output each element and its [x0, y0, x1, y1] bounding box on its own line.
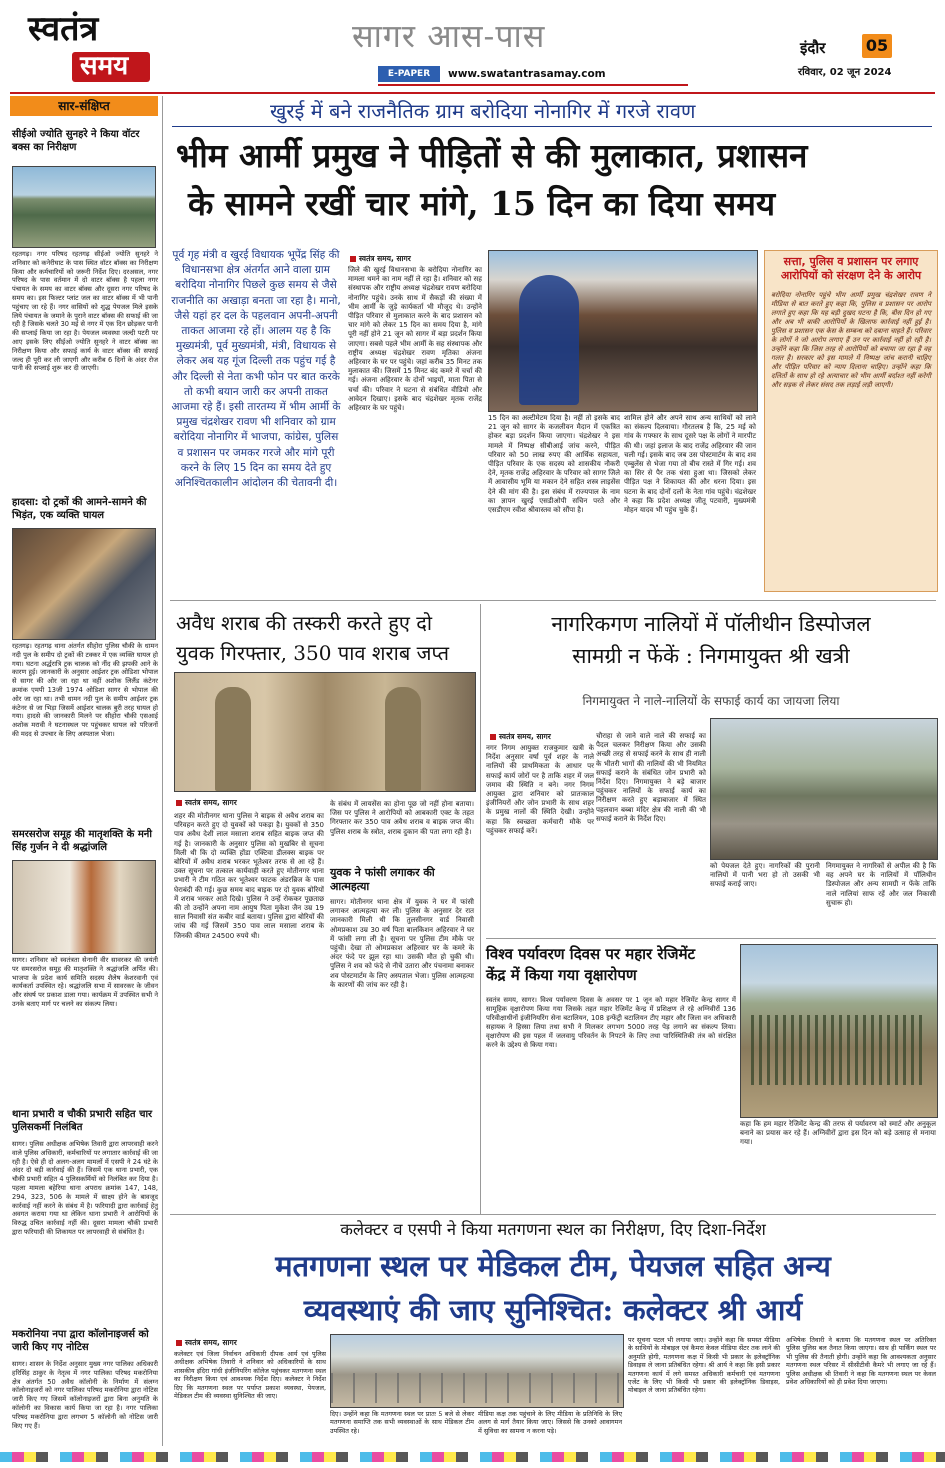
tribute-photo: [12, 860, 156, 954]
collector-body-col4: पर सूचना पटल भी लगाया जाए। उन्होंने कहा कि समस्त मीडिया के साथियों के मोबाइल एवं कैमरा केवल मीडिया सेंटर तक लाने की अनुमति होगी, मतगणना कक्ष में किसी भी प्रकार के इलेक्ट्रॉनिक डिवाइस ले जाना प्रतिबंधित रहेगा। श्री आर्य ने कहा कि इसी प्रकार मतगणना कार्य में लगे समस्त अधिकारी कर्मचारी एवं मतगणना एजेंट के लिए भी किसी भी प्रकार की इलेक्ट्रॉनिक डिवाइस, मोबाइल ले जाना प्रतिबंधित रहेगा।: [628, 1336, 783, 1395]
section-divider-2: [486, 938, 936, 939]
lead-intro: पूर्व गृह मंत्री व खुरई विधायक भूपेंद्र सिंह की विधानसभा क्षेत्र अंतर्गत आने वाला ग्राम बरोदिया नोनागिर पिछले कुछ समय से जैसे राजनीति का अखाड़ा बनता जा रहा है। मानो, जैसे यहां हर दल के पहलवान अपनी-अपनी ताकत आजमा रहे हों। आलम यह है कि मुख्यमंत्री, पूर्व मुख्यमंत्री, मंत्री, विधायक से लेकर अब यह गूंज दिल्ली तक पहुंच गई है और दिल्ली से नेता कभी फोन पर बात करके तो कभी बयान जारी कर अपनी ताकत आजमा रहे हैं। इसी तारतम्य में भीम आर्मी के प्रमुख चंद्रशेखर रावण भी शनिवार को ग्राम बरोदिया नोनागिर में भाजपा, कांग्रेस, पुलिस व प्रशासन पर जमकर गरजे और मांगे पूरी करने के लिए 15 दिन का समय देते हुए अनिश्चितकालीन आंदोलन की चेतावनी दी।: [171, 249, 341, 490]
parade-photo: [740, 944, 938, 1118]
lead-body-col3: शामिल होने और अपने साथ अन्य साथियों को लाने का संकल्प दिलवाया। गौरतलब है कि, 25 मई को गांव के गफ्फार के साथ दूसरे पक्ष के लोगों ने मारपीट की थी। जहां इलाज के बाद राजेंद्र अहिरवार की जान चली गई। इसके बाद जब उस पोस्टमार्टम के बाद शव एम्बुलेंस से भेजा गया तो बीच रास्ते में गिर गई। शव का सिर से पैर तक धंसा हुआ था। जिसको लेकर पीड़ित पक्ष ने शिकायत की और धरना दिया। इस घटना के बाद दोनों दलों के नेता गांव पहुंचे। चंद्रशेखर ने कहा कि प्रदेश अध्यक्ष जीतू पटवारी, मुख्यमंत्री मोहन यादव भी पहुंच चुके हैं।: [624, 414, 759, 515]
arrest-photo: [174, 672, 476, 792]
lead-kicker-underline: [172, 126, 932, 127]
section-divider-1: [170, 600, 936, 601]
sidebar-item-title: थाना प्रभारी व चौकी प्रभारी सहित चार पुलिसकर्मी निलंबित: [12, 1109, 153, 1133]
sidebar-item-title: समरसरोज समूह की मातृशक्ति के मनी सिंह गुर्जन ने दी श्रद्धांजलि: [12, 829, 152, 853]
sidebar-item-body: सागर। शनिवार को स्वतंत्रता सेनानी वीर सावरकर की जयंती पर समरसरोज समूह की मातृशक्ति ने श्रद्धांजलि अर्पित की। भाजपा के प्रदेश कार्य समिति सदस्य शैलेष केशरवानी एवं कार्यकर्ता उपस्थित रहे। श्रद्धांजलि सभा में सावरकर के जीवन और संघर्ष पर प्रकाश डाला गया। कार्यक्रम में उपस्थित सभी ने उनके बताए मार्ग पर चलने का संकल्प लिया।: [12, 956, 161, 1008]
column-divider: [480, 604, 481, 1214]
allegation-box-body: बरोदिया नोनागिर पहुंचे भीम आर्मी प्रमुख चंद्रशेखर रावण ने मीडिया से बात करते हुए कहा कि, पुलिस व प्रशासन पर आरोप लगाते हुए कहा कि यह बड़ी दुखद घटना है कि, बीस दिन हो गए और अब भी बाकी आरोपियों के खिलाफ कार्रवाई नहीं हुई है। पुलिस व प्रशासन एक केस के सम्बन्ध को दबाना चाहते हैं। परिवार के लोगों ने जो आरोप लगाए हैं उन पर कार्रवाई नहीं हो रही है। उन्होंने कहा कि जिस तरह से आरोपियों को बचाया जा रहा है वह गलत है। सरकार को इस मामले में निष्पक्ष जांच करानी चाहिए और पीड़ित परिवार को न्याय दिलाना चाहिए। उन्होंने कहा कि दलितों के साथ हो रहे अत्याचार को भीम आर्मी बर्दाश्त नहीं करेगी और सड़क से लेकर संसद तक लड़ाई लड़ी जाएगी।: [771, 291, 931, 389]
lead-kicker: खुरई में बने राजनैतिक ग्राम बरोदिया नोनागिर में गरजे रावण: [270, 99, 696, 123]
drain-subhead: निगमायुक्त ने नाले-नालियों के सफाई कार्य का जायजा लिया: [582, 694, 840, 708]
url-underline: [378, 84, 688, 86]
color-registration-bar: [0, 1452, 945, 1462]
parade-rows: [751, 1015, 927, 1085]
masthead: [0, 0, 945, 92]
liquor-headline-line2: युवक गिरफ्तार, 350 पाव शराब जप्त: [176, 641, 449, 665]
lead-headline-line1: भीम आर्मी प्रमुख ने पीड़ितों से की मुलाकात, प्रशासन: [176, 136, 808, 175]
drain-body-col4: निगमायुक्त ने नागरिकों से अपील की है कि वह अपने घर के नालियों में पॉलिथीन डिस्पोजल और अन्य सामग्री न फेंके ताकि नाले नालियां साफ रहें और जल निकासी सुचारू हो।: [826, 862, 939, 907]
police-figure: [215, 687, 251, 791]
suicide-body: सागर। मोतीनगर थाना क्षेत्र में युवक ने घर में फांसी लगाकर आत्महत्या कर ली। पुलिस के अनुसार देर रात जानकारी मिली थी कि तुलसीनगर वार्ड निवासी ओमप्रकाश उम्र 30 वर्ष पिता बालकिशन अहिरवार ने घर में फांसी लगा ली है। सूचना पर पुलिस टीम मौके पर पहुंची। देखा तो ओमप्रकाश अहिरवार घर के कमरे के अंदर फंदे पर झूल रहा था। उसकी मौत हो चुकी थी। पुलिस ने शव को फंदे से नीचे उतारा और पंचनामा बनाकर शव पोस्टमार्टम के लिए अस्पताल भेजा। पुलिस आत्महत्या के कारणों की जांच कर रही है।: [330, 898, 477, 989]
env-headline-line1: विश्व पर्यावरण दिवस पर महार रेजिमेंट: [486, 945, 696, 963]
sidebar: [10, 96, 161, 1446]
sidebar-item-title: हादसा: दो ट्रकों की आमने-सामने की भिड़ंत, एक व्यक्ति घायल: [12, 497, 147, 521]
collector-body-col2: दिए। उन्होंने कहा कि मतगणना स्थल पर प्रातः 5 बजे से लेकर मतगणना समाप्ति तक सभी व्यवस्थाओं के साथ मेडिकल टीम उपस्थित रहे।: [330, 1410, 477, 1435]
section-title: सागर आस-पास: [352, 17, 546, 55]
collector-kicker: कलेक्टर व एसपी ने किया मतगणना स्थल का निरीक्षण, दिए दिशा-निर्देश: [340, 1220, 766, 1239]
liquor-body-col2: के संबंध में लायसेंस का होना पूछ जो नहीं होना बताया। जिस पर पुलिस ने आरोपियों को आबकारी एक्ट के तहत गिरफ्तार कर 350 पाव अवैध शराब व बाइक जप्त की। पुलिस शराब के स्त्रोत, शराब दुकान की पता लगा रही है।: [330, 800, 477, 836]
collector-headline-line1: मतगणना स्थल पर मेडिकल टीम, पेयजल सहित अन्य: [275, 1249, 831, 1283]
drain-body-col2: चौराहा से जाने वाले नाले की सफाई का पैदल चलकर निरीक्षण किया और उसकी अच्छी तरह से सफाई करने के साथ ही नाली के भीतरी भागों की नालियों की भी नियमित सफाई कराने के संबंधित जोन प्रभारी को निर्देश दिए। निगमायुक्त ने बड़े बाजार पहुंचकर नालियों के सफाई कार्य का निरीक्षण करते हुए बड़ाबाजार में स्थित पहलवान बब्बा मंदिर क्षेत्र की नाली की भी सफाई कराने के निर्देश दिए।: [596, 732, 709, 823]
drain-body-col3: को पेयजल देते हुए। नागरिकों की पुरानी नालियों में पानी भरा हो तो उसकी भी सफाई कराई जाए।: [710, 862, 823, 889]
liquor-headline: [176, 608, 476, 668]
allegation-box-heading: सत्ता, पुलिस व प्रशासन पर लगाए आरोपियों को संरक्षण देने के आरोप: [780, 255, 922, 282]
drain-byline: स्वतंत्र समय, सागर: [490, 732, 610, 742]
website-link[interactable]: www.swatantrasamay.com: [448, 68, 606, 80]
suicide-subhead: युवक ने फांसी लगाकर की आत्महत्या: [330, 866, 435, 893]
sidebar-item-body: रहतगढ़। नगर परिषद रहतगढ़ सीईओ ज्योति सुनहरे ने शनिवार को कनेरीघाट के पास स्थित वॉटर बॉक्स का निरीक्षण किया और कर्मचारियों को जरूरी निर्देश दिए। दरअसल, नगर परिषद के पास वर्तमान में दो वाटर बॉक्स है पहला नगर पंचायत के समय का वाटर बॉक्स और दूसरा नगर परिषद के समय का। इस फिल्टर प्लांट जल का वाटर बॉक्स में भी पानी पहुंचाए जा रहे हैं। नगर वासियों को शुद्ध पेयजल मिले इसके लिये पंचायत के जमाने के पुराने वाटर बॉक्स की सफाई की जा रही है जिसके चलते 30 मई से नगर में एक दिन छोड़कर पानी की सप्लाई किया जा रहा है। पेयजल व्यवस्था जल्दी पटरी पर आए इसके लिए सीईओ ज्योति सुनहरे ने वाटर बॉक्स का निरीक्षण किया और सफाई कार्य के वाटर बॉक्स की सफाई जल्द ही पूरी कर ली जाएगी और करीब 6 दिनों के अंदर रोज पानी की सप्लाई शुरू कर दी जाएगी।: [12, 250, 161, 373]
env-caption: कहा कि हम महार रेजिमेंट केन्द्र की तरफ से पर्यावरण को स्मार्ट और अनुकूल बनाने का प्रयास कर रहे हैं। अग्निवीरों द्वारा इस दिन को बड़े उत्साह से मनाया गया।: [740, 1120, 939, 1147]
page-number-badge: 05: [862, 34, 892, 58]
drain-headline: [486, 608, 936, 672]
city-label: इंदौर: [800, 39, 826, 57]
collector-body-col5: अभिषेक तिवारी ने बताया कि मतगणना स्थल पर अतिरिक्त पुलिस पुलिस बल तैनात किया जाएगा। साथ ही पार्किंग स्थल पर भी पुलिस की तैनाती होगी। उन्होंने कहा कि आवश्यकता अनुसार मतगणना स्थल परिसर में सीसीटीवी कैमरे भी लगाए जा रहे हैं। पुलिस अधीक्षक श्री तिवारी ने कहा कि मतगणना स्थल पर केवल प्रवेश अधिकारियों को ही प्रवेश दिया जाएगा।: [786, 1336, 939, 1387]
collector-headline: [170, 1244, 936, 1332]
fence-lines: [331, 1373, 623, 1403]
liquor-headline-line1: अवैध शराब की तस्करी करते हुए दो: [176, 611, 433, 635]
water-box-photo: [12, 166, 156, 248]
lead-body-col1: जिले की खुरई विधानसभा के बरोदिया नोनागिर का मामला थमने का नाम नहीं ले रहा है। शनिवार को सह संस्थापक और राष्ट्रीय अध्यक्ष चंद्रशेखर रावण बरोदिया नोनागिर पहुंचे। उनके साथ में सैकड़ों की संख्या में भीम आर्मी के जुड़े कार्यकर्ता भी मौजूद थे। उन्होंने पीड़ित परिवार से मुलाकात करने के बाद प्रशासन को चार मांगे को लेकर 15 दिन का समय दिया है, मांगे पूरी नहीं होने 21 जून को सागर में बड़ा प्रदर्शन किया जाएगा। सबसे पहले भीम आर्मी के सह संस्थापक और राष्ट्रीय अध्यक्ष चंद्रशेखर रावण मृतिका अंजना अहिरवार के घर पर पहुंचे। जहां करीब 35 मिनट तक मुलाकात की। जिसमें 15 मिनट बंद कमरे में चर्चा की गई। अंजना अहिरवार के दोनों भाइयों, माता पिता से चर्चा की। परिवार ने घटना से संबंधित वीडियो और आवेदन दिखाए। इसके बाद चंद्रशेखर मृतक राजेंद्र अहिरवार के घर पहुंचे।: [348, 266, 485, 413]
sidebar-item-title: मकरोनिया नपा द्वारा कॉलोनाइजर्स को जारी किए गए नोटिस: [12, 1329, 149, 1353]
drain-headline-line2: सामग्री न फेंकें : निगमायुक्त श्री खत्री: [572, 644, 850, 668]
rally-photo: [488, 250, 758, 412]
sidebar-item-title: सीईओ ज्योति सुनहरे ने किया वॉटर बक्स का निरीक्षण: [12, 129, 140, 153]
speaker-figure: [519, 275, 579, 405]
env-headline-line2: केंद्र में किया गया वृक्षारोपण: [486, 966, 637, 984]
collector-headline-line2: व्यवस्थाएं की जाए सुनिश्चित: कलेक्टर श्री आर्य: [303, 1293, 803, 1327]
drain-headline-line1: नागरिकगण नालियों में पॉलीथीन डिस्पोजल: [551, 612, 871, 636]
sidebar-item-body: सागर। शासन के निर्देश अनुसार मुख्य नगर पालिका अधिकारी हरिसिंह ठाकुर के नेतृत्व में नगर पालिका परिषद मकरोनिया क्षेत्र अंतर्गत 50 अवैध कॉलोनी के निर्माण में संलग्न कॉलोनाइजरों को नगर पालिका परिषद मकरोनिया द्वारा नोटिस जारी किए गए जिसमें कॉलोनाइजरों द्वारा बिना अनुमति के कॉलोनी का विकास कार्य किया जा रहा है। नगर पालिका परिषद मकरोनिया द्वारा लगभग 5 कॉलोनी को नोटिस जारी किए गए हैं।: [12, 1360, 161, 1430]
drain-inspection-photo: [710, 718, 938, 860]
collector-body-col3: मीडिया कक्ष तक पहुंचाने के लिए मीडिया के प्रतिनिधि के लिए अलग से मार्ग तैयार किया जाए। जिससे कि उनको आवागमन में सुविधा का सामना न करना पड़े।: [478, 1410, 625, 1435]
counting-venue-photo: [330, 1334, 624, 1408]
env-headline: [486, 944, 736, 986]
allegation-box: [764, 250, 938, 592]
police-figure: [385, 687, 421, 791]
epaper-badge: E-PAPER: [378, 66, 440, 82]
sidebar-item-body: सागर। पुलिस अधीक्षक अभिषेक तिवारी द्वारा लापरवाही करने वाले पुलिस अधिकारी, कर्मचारियों पर लगातार कार्रवाई की जा रही है। ऐसे ही दो अलग-अलग मामलों में एसपी ने 24 घंटे के अंदर दो बड़ी कार्रवाई की हैं। जिसमें एक थाना प्रभारी, एक चौकी प्रभारी सहित 4 पुलिसकर्मियों को निलंबित कर दिया है। पहला मामला बहेरिया थाना अपराध क्रमांक 147, 148, 294, 323, 506 के मामले में साक्ष्य होने के बावजूद कार्रवाई नहीं करने के संबंध में है। फरियादी द्वारा कार्रवाई हेतु अवगत कराया गया था लेकिन थाना प्रभारी ने आरोपियों के विरुद्ध उचित कार्रवाई नहीं की। दूसरा मामला चौकी प्रभारी द्वारा फरियादी की शिकायत पर लापरवाही से संबंधित है।: [12, 1140, 161, 1236]
sidebar-header: सार-संक्षिप्त: [10, 96, 158, 116]
env-body: स्वतंत्र समय, सागर। विश्व पर्यावरण दिवस के अवसर पर 1 जून को महार रेजिमेंट केन्द्र सागर में सामूहिक वृक्षारोपण किया गया जिसके तहत महार रेजिमेंट केन्द्र में प्रशिक्षण ले रहे अग्निवीरों 136 परिवीक्षाधीनों इंजीनियरिंग सेना बटालियन, 108 इन्फेंट्री बटालियन टीए महार और जिला वन अधिकारी सहायक ने हिस्सा लिया तथा सभी ने मिलकर लगभग 5000 तरह पेड़ लगाने का संकल्प लिया। वृक्षारोपण की इस पहल में जलवायु परिवर्तन के निपटने के लिए तथा पारिस्थितिकी तंत्र को संरक्षित करने के उद्देश्य से किया गया।: [486, 996, 739, 1049]
sidebar-item-body: रहतगढ़। रहतगढ़ थाना अंतर्गत सीहोरा पुलिस चौकी के धामन नदी पुल के समीप दो ट्रकों की टक्कर में एक व्यक्ति घायल हो गया। घटना अर्द्धरात्रि ट्रक चालक को नींद की झपकी आने के कारण हुई। जानकारी के अनुसार आईशर ट्रक ओडिशा भोपाल से सागर की ओर जा रहा था वहीं अशोक लिलैंड कंटेनर क्रमांक एमपी 13जी 1974 ओडिशा सागर से भोपाल की ओर जा रहा था। तभी धामन नदी पुल के समीप आईशर ट्रक कंटेनर से जा भिड़ा जिसमें आईशर चालक बुरी तरह घायल हो गया। हादसे की जानकारी मिलने पर सीहोरा चौकी एसआई अशोक मरावी ने घटनास्थल पर पहुंचकर घायल को परिजनों की मदद से उपचार के लिए अस्पताल भेजा।: [12, 642, 161, 738]
liquor-byline: स्वतंत्र समय, सागर: [176, 798, 306, 808]
issue-date: रविवार, 02 जून 2024: [798, 67, 892, 78]
lead-headline: [176, 132, 936, 228]
logo-line1: स्वतंत्र: [28, 9, 99, 49]
drain-body-col1: नगर निगम आयुक्त राजकुमार खत्री के निर्देश अनुसार वर्षा पूर्व शहर के नाले नालियों की प्राथमिकता के आधार पर सफाई कार्य जोरों पर है ताकि शहर में जल जमाव की स्थिति न बने। नगर निगम आयुक्त द्वारा शनिवार को प्रातःकाल इंजीनियरों और जोन प्रभारी के साथ शहर के प्रमुख नालों की स्थिति देखी। उन्होंने कहा कि स्वच्छता कर्मचारी मौके पर पहुंचकर सफाई करें।: [486, 744, 597, 835]
collector-byline: स्वतंत्र समय, सागर: [176, 1338, 306, 1348]
lead-body-col2: 15 दिन का अल्टीमेटम दिया है। नहीं तो इसके बाद 21 जून को सागर के कजलीवन मैदान में एकत्रित होकर बड़ा प्रदर्शन किया जाएगा। चंद्रशेखर ने इस मामले में निष्पक्ष सीबीआई जांच करने, पीड़ित परिवार को 50 लाख रुपए की आर्थिक सहायता, पीड़ित परिवार के एक सदस्य को शासकीय नौकरी देने, मृतक राजेंद्र अहिरवार के परिवार को सागर जिले में आवासीय भूमि या मकान देने सहित शस्त्र लाइसेंस देने की मांग की है। इस संबंध में राज्यपाल के नाम का ज्ञापन खुरई एसडीओपी सचिन परते और एसडीएम रवीश श्रीवास्तव को सौंपा है।: [488, 414, 623, 515]
lead-byline: स्वतंत्र समय, सागर: [350, 254, 480, 264]
sidebar-divider: [162, 96, 163, 1446]
lead-headline-line2: के सामने रखीं चार मांगे, 15 दिन का दिया समय: [188, 184, 776, 223]
section-divider-3: [170, 1214, 936, 1215]
logo-line2: समय: [80, 51, 129, 81]
liquor-body-col1: शहर की मोतीनगर थाना पुलिस ने बाइक से अवैध शराब का परिवहन करते हुए दो युवकों को पकड़ा है। युवकों से 350 पाव अवैध देशी लाल मसाला शराब सहित बाइक जप्त की गई है। जानकारी के अनुसार पुलिस को मुखबिर से सूचना मिली थी कि दो व्यक्ति होंडा एक्टिवा डीलक्स बाइक पर बोरियों में अवैध शराब भरकर भूतेश्वर तरफ से आ रहे हैं। उक्त सूचना पर तत्काल कार्यवाही करते हुए मोतीनगर थाना प्रभारी ने टीम गठित कर भूतेश्वर फाटक अंडरब्रिज के पास घेराबंदी की गई। कुछ समय बाद बाइक पर दो युवक बोरियों में शराब भरकर आते दिखे। पुलिस ने उन्हें रोककर पूछताछ की तो उन्होंने अपना नाम आयुष पिता मुकेश जैन उम्र 19 साल निवासी संत कबीर वार्ड बताया। पुलिस द्वारा बोरियों की जांच की गई जिसमें 350 पाव लाल मसाला शराब के जिनकी कीमत 24500 रुपये थी।: [174, 812, 327, 940]
collector-body-col1: कलेक्टर एवं जिला निर्वाचन अधिकारी दीपक आर्य एवं पुलिस अधीक्षक अभिषेक तिवारी ने शनिवार को अधिकारियों के साथ शासकीय इंदिरा गांधी इंजीनियरिंग कॉलेज पहुंचकर मतगणना स्थल का निरीक्षण किया एवं आवश्यक निर्देश दिए। कलेक्टर ने निर्देश दिए कि मतगणना स्थल पर पर्याप्त प्रकाश व्यवस्था, पेयजल, मेडिकल टीम की व्यवस्था सुनिश्चित की जाए।: [174, 1350, 329, 1401]
masthead-divider: [10, 92, 935, 94]
truck-accident-photo: [12, 528, 156, 640]
